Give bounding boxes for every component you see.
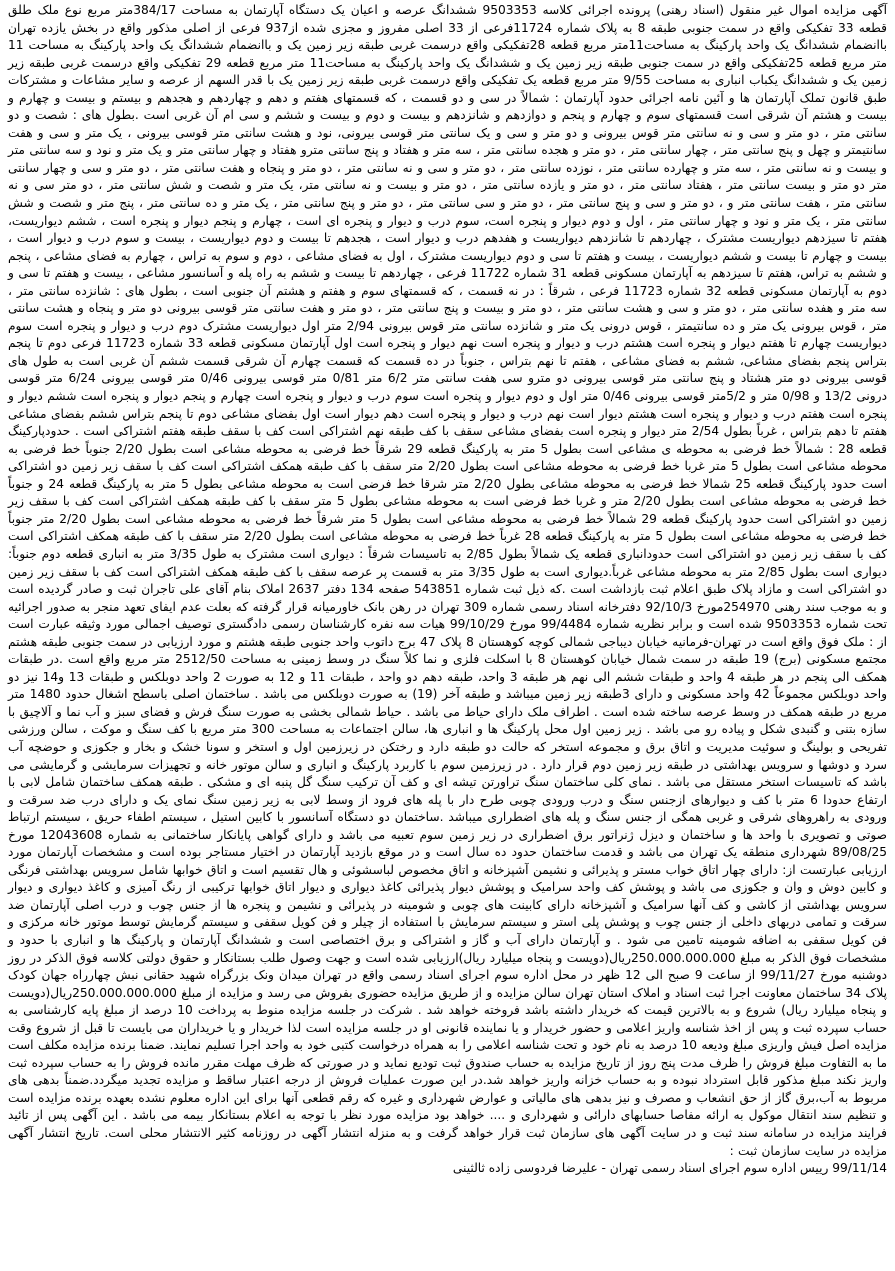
notice-signature-line: 99/11/14 رییس اداره سوم اجرای اسناد رسمی تهران - علیرضا فردوسی زاده ثالثینی [452, 1161, 887, 1176]
notice-body-text: آگهی مزایده اموال غیر منقول (اسناد رهنی) پرونده اجرائی کلاسه 9503353 ششدانگ عرصه و اعیان یک دستگاه آپارتمان به مساحت 384/17متر مربع نوع ملک طلق قطعه 33 تفکیکی واقع در سمت جنوبی طبقه 8 به پلاک شماره 11724فرعی از 33 اصلی مفروز و مجزی شده از937 فرعی از اصلی مذکور واقع در بخش یازده تهران باانضمام ششدانگ یک واحد پارکینگ به مساحت11متر مربع قطعه 28تفکیکی واقع درسمت غربی طبقه زیر زمین یک و باانضمام ششدانگ یک واحد پارکینگ به مساحت 11 متر مربع قطعه 25تفکیکی واقع در سمت جنوبی طبقه زیر زمین یک و ششدانگ یک واحد پارکینگ به مساحت11 متر مربع قطعه 29 تفکیکی واقع درسمت غربی طبقه زیر زمین یک و ششدانگ یکباب انباری به مساحت 9/55 متر مربع قطعه یک تفکیکی واقع درسمت غربی طبقه زیر زمین یک با قدر السهم از عرصه و سایر مشاعات و مشترکات طبق قانون تملک آپارتمان ها و آئین نامه اجرائی حدود آپارتمان : شمالاً در سی و دو قسمت ، که قسمتهای هفتم و دهم و چهاردهم و هجدهم و بیستم و بیست و چهارم و بیست و هشتم آن شرقی است قسمتهای سوم و چهارم و پنجم و دوازدهم و شانزدهم و بیست و دوم و بیست و ششم و سی ام آن غربی است .بطول های : شصت و دو سانتی متر ، دو متر و سی و نه سانتی متر قوس بیرونی و دو متر و سی و یک سانتی متر قوسی بیرونی، نود و هشت سانتی متر قوسی بیرونی ، یک متر و سی و هفت سانتیمتر و چهل و پنج سانتی متر ، چهار سانتی متر ، دو متر و هجده سانتی متر ، سه متر و هفتاد و پنج سانتی مترو هفتاد و چهار سانتی متر و یک متر و نود و سه سانتی متر و بیست و نه سانتی متر ، سه متر و چهارده سانتی متر ، نوزده سانتی متر ، دو متر و سی و نه سانتی متر ، دو متر و پنجاه و هفت سانتی متر ، دو متر و سی و چهار سانتی متر دو متر و بیست سانتی متر ، هفتاد سانتی متر ، دو متر و یازده سانتی متر ، دو متر و بیست و نه سانتی متر، یک متر و شصت و شش سانتی متر ، دو متر سی و نه سانتی متر ، هفت سانتی متر و ، دو متر و سی و پنج سانتی متر ، دو متر و سی سانتی متر ، دو متر و پنج سانتی متر ، یک متر و ده سانتی متر ، پنج متر و شصت و شش سانتی متر ، یک متر و نود و چهار سانتی متر ، اول و دوم دیوار و پنجره است، سوم درب و دیوار و پنجره ای است ، چهارم و پنجم دیوار و پنجره است ، ششم دیواریست، هفتم تا سیزدهم دیواریست مشترک ، چهاردهم تا شانزدهم دیواریست و هفدهم درب و دیوار است ، هجدهم تا بیست و دوم دیواریست ، بیست و سوم درب و دیوار است ، بیست و چهارم تا بیست و ششم دیواریست ، بیست و هفتم تا سی و دوم دیواریست مشترک ، اول به فضای مشاعی ، دوم و سوم به تراس ، چهارم به فضای مشاعی ، پنجم و ششم به تراس، هفتم تا سیزدهم به آپارتمان مسکونی قطعه 31 شماره 11722 فرعی ، چهاردهم تا بیست و ششم به راه پله و آسانسور مشاعی ، بیست و هفتم تا سی و دوم به آپارتمان مسکونی قطعه 32 شماره 11723 فرعی ، شرقاً : در نه قسمت ، که قسمتهای سوم و هفتم و هشتم آن جنوبی است ، بطول های : شانزده سانتی متر ، سه متر و هفده سانتی متر ، دو متر و سی و هشت سانتی متر ، دو متر و بیست و پنج سانتی متر ، دو متر و هفت سانتی متر قوسی بیرونی دو متر و پنجاه و هشت سانتی متر ، قوس بیرونی یک متر و ده سانتیمتر ، قوس درونی یک متر و شانزده سانتی متر قوس بیرونی 2/94 متر اول دیواریست مشترک دوم درب و دیوار و پنجره است سوم دیواریست چهارم تا هفتم دیوار و پنجره است هشتم درب و دیوار و پنجره است نهم دیوار و پنجره است اول آپارتمان مسکونی قطعه 33 شماره 11723 فرعی دوم تا پنجم بتراس پنجم بفضای مشاعی، ششم به فضای مشاعی ، هفتم تا نهم بتراس ، جنوباً در ده قسمت که قسمت چهارم آن شرقی قسمت ششم آن غربی است به طول های قوسی بیرونی دو متر هشتاد و پنج سانتی متر قوسی بیرونی دو مترو سی هفت سانتی متر 6/2 متر 0/81 متر قوسی بیرونی 0/46 متر قوسی بیرونی 6/24 متر قوسی درونی 13/2 و 0/98 متر و 5/2متر قوسی بیرونی 0/46 متر اول و دوم دیوار و پنجره است سوم درب و دیوار و پنجره است چهارم و پنجم دیوار و پنجره است ششم دیوار و پنجره است هفتم درب و دیوار و پنجره است هشتم دیوار است نهم درب و دیوار و پنجره است دهم دیوار است اول بفضای مشاعی دوم تا پنجم بتراس ششم بفضای مشاعی هفتم تا دهم بتراس ، غرباً بطول 2/54 متر دیوار و پنجره است بفضای مشاعی سقف با کف طبقه نهم اشتراکی است کف با سقف طبقه هفتم اشتراکی است . حدودپارکینگ قطعه 28 : شمالاً خط فرضی به محوطه ی مشاعی است بطول 5 متر به پارکینگ قطعه 29 شرقاً خط فرضی به محوطه مشاعی است بطول 2/20 جنوباً خط فرضی به محوطه مشاعی است بطول 5 متر غربا خط فرضی به محوطه مشاعی است بطول 2/20 متر سقف با کف طبقه همکف اشتراکی است کف با سقف زیر زمین دو اشتراکی است حدود پارکینگ قطعه 25 شمالا خط فرضی به محوطه مشاعی بطول 2/20 متر شرقا خط فرضی است به محوطه مشاعی بطول 5 متر به پارکینگ قطعه 24 و جنوباً خط فرضی به محوطه مشاعی است بطول 2/20 متر و غربا خط فرضی است به محوطه مشاعی بطول 5 متر سقف با کف طبقه همکف اشتراکی است کف با سقف زیر زمین دو اشتراکی است حدود پارکینگ قطعه 29 شمالاً خط فرضی به محوطه مشاعی است بطول 5 متر شرقاً خط فرضی به محوطه مشاعی است بطول 2/20 متر جنوباً خط فرضی به محوطه مشاعی است بطول 5 متر به پارکینگ قطعه 28 غرباً خط فرضی به محوطه مشاعی است بطول 2/20 متر سقف با کف طبقه همکف اشتراکی است کف با سقف زیر زمین دو اشتراکی است حدودانباری قطعه یک شمالاً بطول 2/85 به تاسیسات شرقاً : دیواری است مشترک به طول 3/35 متر به انباری قطعه دوم جنوباً: دیواری است بطول 2/85 متر به محوطه مشاعی غرباً.دیواری است به طول 3/35 متر به قسمت پر عرصه سقف با کف طبقه همکف اشتراکی است کف با سقف زیر زمین دو اشتراکی است و مازاد پلاک طبق اعلام ثبت بازداشت است .که ذیل ثبت شماره 543851 صفحه 134 دفتر 2637 املاک بنام آقای علی تاجران ثبت و صادر گردیده است و به موجب سند رهنی 254970مورخ 92/10/3 دفترخانه اسناد رسمی شماره 309 تهران در رهن بانک خاورمیانه قرار گرفته که بعلت عدم ایفای تعهد منجر به صدور اجرائیه تحت شماره 9503353 شده است و برابر نظریه شماره 99/4484 مورخ 99/10/29 هیات سه نفره کارشناسان رسمی دادگستری توصیف اجمالی مورد وثیقه عبارت است از : ملک فوق واقع است در تهران-فرمانیه خیابان دیباجی شمالی کوچه کوهستان 8 پلاک 47 برج داتوب واحد جنوبی طبقه هشتم و مورد ارزیابی در سمت جنوبی طبقه هشتم مجتمع مسکونی (برج) 19 طبقه در سمت شمال خیابان کوهستان 8 با اسکلت فلزی و نما کلاً سنگ در وسط زمینی به مساحت 2512/50 متر مربع واقع است .در طبقات همکف الی پنجم در هر طبقه 4 واحد و طبقات ششم الی نهم هر طبقه 3 واحد، طبقه دهم دو واحد ، طبقات 11 و 12 به صورت 2 واحد دوبلکس و طبقات 13 و14 نیز دو واحد دوبلکس مجموعاً 42 واحد مسکونی و دارای 3طبقه زیر زمین میباشد و طبقه آخر (19) به صورت دوبلکس می باشد . ساختمان اصلی باسطح اشغال حدود 1480 متر مربع در طبقه همکف در وسط عرصه ساخته شده است . اطراف ملک دارای حیاط می باشد . حیاط شمالی بخشی به صورت سنگ فرش و فضای سبز و آب نما و آلاچیق با سازه بتنی و گنبدی شکل و پیاده رو می باشد . زیر زمین اول محل پارکینگ ها و انباری ها، سالن اجتماعات به مساحت 300 متر مربع با کف سنگ و موکت ، سالن ورزشی تفریحی و بولینگ و سوئیت مدیریت و اتاق برق و مجموعه استخر که حالت دو طبقه دارد و رختکن در زیرزمین اول و استخر و سونا خشک و بخار و جکوزی و حوضچه آب سرد و دوشها و سرویس بهداشتی در طبقه زیر زمین دوم قرار دارد . در زیرزمین سوم با کاربرد پارکینگ و انباری و سالن موتور خانه و تجهیزات سرمایشی و گرمایشی می باشد که تاسیسات استخر مستقل می باشد . نمای کلی ساختمان سنگ تراورتن تیشه ای و کف آن ترکیب سنگ گل پنبه ای و مشکی . طبقه همکف ساختمان شامل لابی با ارتفاع حدودا 6 متر با کف و دیوارهای ازجنس سنگ و درب ورودی چوبی طرح دار با پله های فرود از وسط لابی به زیر زمین سنگ نمای یک و دارای درب ضد سرقت و ورودی به راهروهای شرقی و غربی همگی از جنس سنگ و پله های اضطراری میباشد .ساختمان دو دستگاه آسانسور با کابین استیل ، سیستم اطفاء حریق ، سیستم ارتباط صوتی و تصویری با واحد ها و ساختمان و دیزل ژنراتور برق اضطراری در زیر زمین سوم تعبیه می باشد و دارای گواهی پایانکار ساختمانی به شماره 12043608 مورخ 89/08/25 شهرداری منطقه یک تهران می باشد و قدمت ساختمان حدود ده سال است و در موقع بازدید آپارتمان در اختیار مستاجر بوده است و مشخصات آپارتمان مورد ارزیابی عبارتست از: دارای چهار اتاق خواب مستر و پذیرائی و نشیمن آشپزخانه و اتاق مخصوص لباسشوئی و هال تقسیم است و اتاق خوابها شامل سرویس بهداشتی فرنگی و کابین دوش و وان و جکوزی می باشد و پوشش کف واحد سرامیک و پوشش دیوار پذیرائی کاغذ دیواری و دیوار اتاق خوابها ترکیبی از رنگ آمیزی و کاغذ دیواری و دیوار سرویس بهداشتی از کاشی و کف آنها سرامیک و آشپزخانه دارای کابینت های چوبی و شومینه در پذیرائی و نشیمن و پنجره ها از جنس چوب و درب اصلی آپارتمان ضد سرقت و تمامی دربهای داخلی از جنس چوب و پوشش پلی استر و سیستم سرمایش با استفاده از چیلر و فن کویل سقفی و سیستم گرمایش توسط موتور خانه مرکزی و فن کویل سقفی به اضافه شومینه تامین می شود . و آپارتمان دارای آب و گاز و اشتراکی و برق اختصاصی است و ششدانگ آپارتمان و پارکینگ ها و انباری با حدود و مشخصات فوق الذکر به مبلغ 250.000.000.000ریال(دویست و پنجاه میلیارد ریال)ارزیابی شده است و جهت وصول طلب بستانکار و حقوق دولتی کلاسه فوق الذکر در روز دوشنبه مورخ 99/11/27 از ساعت 9 صبح الی 12 ظهر در محل اداره سوم اجرای اسناد رسمی واقع در تهران میدان ونک بزرگراه شهید حقانی نبش چهارراه جهان کودک پلاک 34 ساختمان معاونت اجرا ثبت اسناد و املاک استان تهران سالن مزایده و از طریق مزایده حضوری بفروش می رسد و مزایده از مبلغ 250.000.000.000ریال(دویست و پنجاه میلیارد ریال) شروع و به بالاترین قیمت که خریدار داشته باشد فروخته خواهد شد . شرکت در جلسه مزایده منوط به پرداخت 10 درصد از مبلغ پایه کارشناسی به حساب سپرده ثبت و پس از اخذ شناسه واریز اعلامی و حضور خریدار و یا نماینده قانونی او در جلسه مزایده است لذا خریدار و یا خریداران می بایست تا قبل از شروع وقت مزایده اصل فیش واریزی مبلغ ودیعه 10 درصد به نام خود و تحت شناسه اعلامی را به همراه درخواست کتبی خود به واحد اجرا تسلیم نمایند. ضمنا برنده مزایده مکلف است ما به التفاوت مبلغ فروش را ظرف مدت پنج روز از تاریخ مزایده به حساب صندوق ثبت تودیع نماید و در صورتی که ظرف مهلت مقرر مانده فروش را به حساب سپرده ثبت واریز نکند مبلغ مذکور قابل استرداد نبوده و به حساب خزانه واریز خواهد شد.در این صورت عملیات فروش از درجه اعتبار ساقط و مزایده تجدید میگردد.ضمناً بدهی های مربوط به آب،برق گاز از حق انشعاب و مصرف و نیز بدهی های مالیاتی و عوارض شهرداری و غیره که رقم قطعی آنها برای این اداره معلوم نشده بعهده برنده مزایده است و تنظیم سند انتقال موکول به ارائه مفاصا حسابهای دارائی و شهرداری و .... خواهد بود مزایده مورد نظر با توجه به اعلام بستانکار بیمه می باشد . این آگهی پس از تائید فرایند مزایده در سامانه سند ثبت و در سایت آگهی های سازمان ثبت قرار خواهد گرفت و به منزله انتشار آگهی در روزنامه کثیر الانتشار محلی است. تاریخ انتشار آگهی مزایده در سایت سازمان ثبت : [8, 3, 888, 1158]
